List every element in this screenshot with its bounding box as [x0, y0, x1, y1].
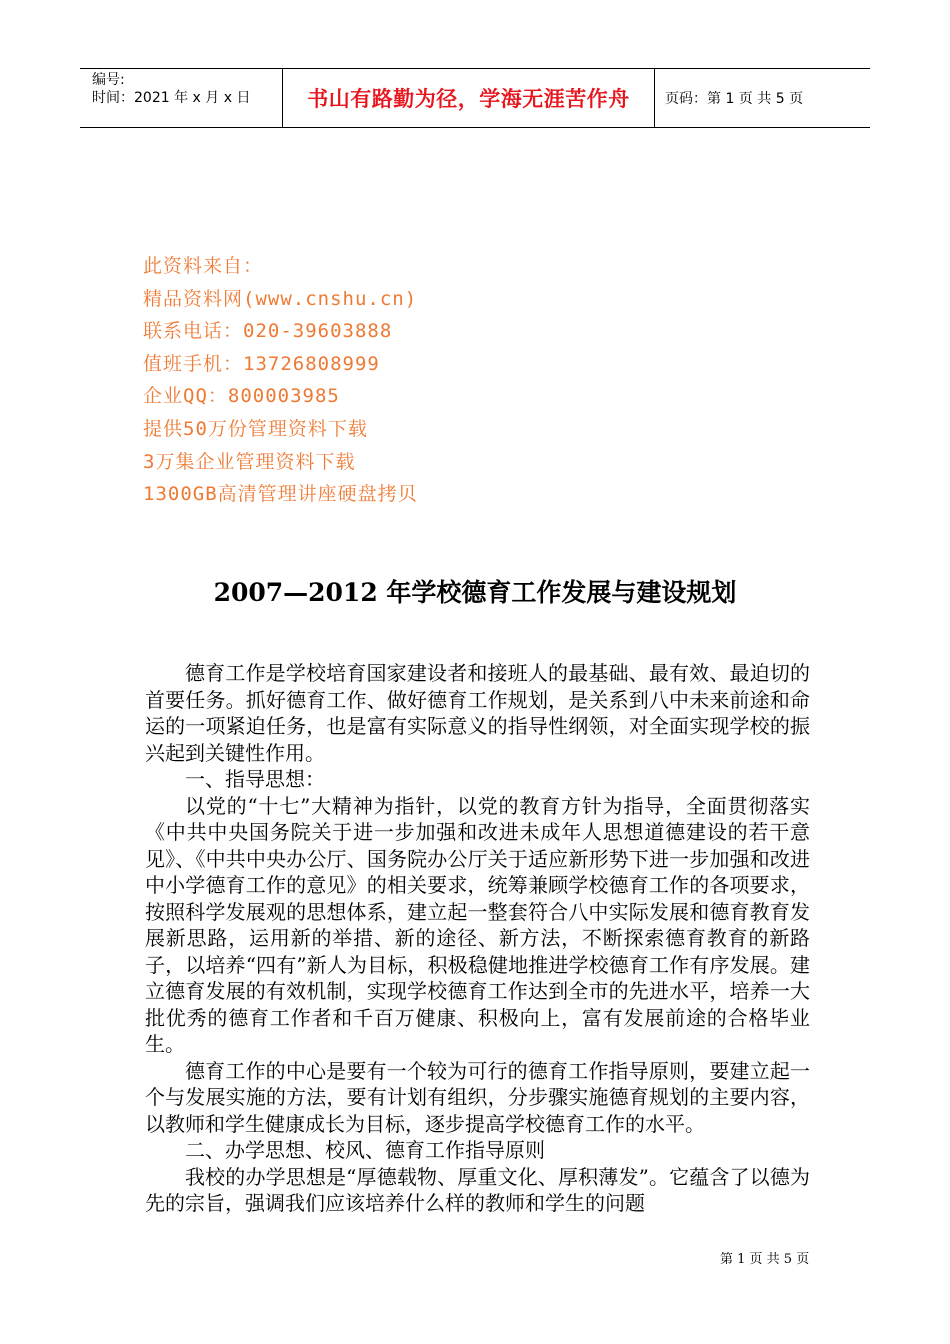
source-line: 企业QQ：800003985 [143, 385, 340, 408]
source-line: 3万集企业管理资料下载 [143, 450, 356, 473]
document-title: 2007—2012 年学校德育工作发展与建设规划 [213, 578, 737, 607]
source-line: 提供50万份管理资料下载 [143, 417, 368, 440]
source-line: 此资料来自： [143, 255, 264, 277]
source-info-block [143, 250, 418, 511]
source-line: 精品资料网(www.cnshu.cn) [143, 287, 418, 310]
body-paragraph: 以党的“十七”大精神为指针，以党的教育方针为指导，全面贯彻落实《中共中央国务院关于进一步加强和改进未成年人思想道德建设的若干意见》、《中共中央办公厅、国务院办公厅关于适应新形势下进一步加强和改进中小学德育工作的意见》的相关要求，统筹兼顾学校德育工作的各项要求，按照科学发展观的思想体系，建立起一整套符合八中实际发展和德育教育发展新思路，运用新的举措、新的途径、新方法，不断探索德育教育的新路子，以培养“四有”新人为目标，积极稳健地推进学校德育工作有序发展。建立德育发展的有效机制，实现学校德育工作达到全市的先进水平，培养一大批优秀的德育工作者和千百万健康、积极向上，富有发展前途的合格毕业生。 [145, 793, 810, 1056]
page-footer-number: 第 1 页 共 5 页 [720, 1252, 810, 1267]
document-body [145, 660, 810, 1217]
section-heading: 一、指导思想： [185, 767, 325, 791]
body-paragraph: 德育工作是学校培育国家建设者和接班人的最基础、最有效、最迫切的首要任务。抓好德育工作、做好德育工作规划，是关系到八中未来前途和命运的一项紧迫任务，也是富有实际意义的指导性纲领，对全面实现学校的振兴起到关键性作用。 [145, 661, 810, 765]
document-date-label: 时间：2021 年 x 月 x 日 [92, 90, 251, 106]
header-meta [80, 69, 282, 127]
document-number-label: 编号: [92, 72, 125, 88]
header-motto: 书山有路勤为径，学海无涯苦作舟 [282, 69, 655, 127]
source-line: 值班手机：13726808999 [143, 352, 380, 375]
section-heading: 二、办学思想、校风、德育工作指导原则 [185, 1138, 545, 1162]
body-paragraph: 德育工作的中心是要有一个较为可行的德育工作指导原则，要建立起一个与发展实施的方法，要有计划有组织，分步骤实施德育规划的主要内容，以教师和学生健康成长为目标，逐步提高学校德育工作的水平。 [145, 1058, 810, 1136]
header-page-number: 页码：第 1 页 共 5 页 [665, 91, 804, 107]
source-line: 联系电话：020-39603888 [143, 320, 393, 343]
page-header [80, 68, 870, 128]
source-line: 1300GB高清管理讲座硬盘拷贝 [143, 483, 418, 506]
body-paragraph: 我校的办学思想是“厚德载物、厚重文化、厚积薄发”。它蕴含了以德为先的宗旨，强调我们应该培养什么样的教师和学生的问题 [145, 1164, 810, 1215]
